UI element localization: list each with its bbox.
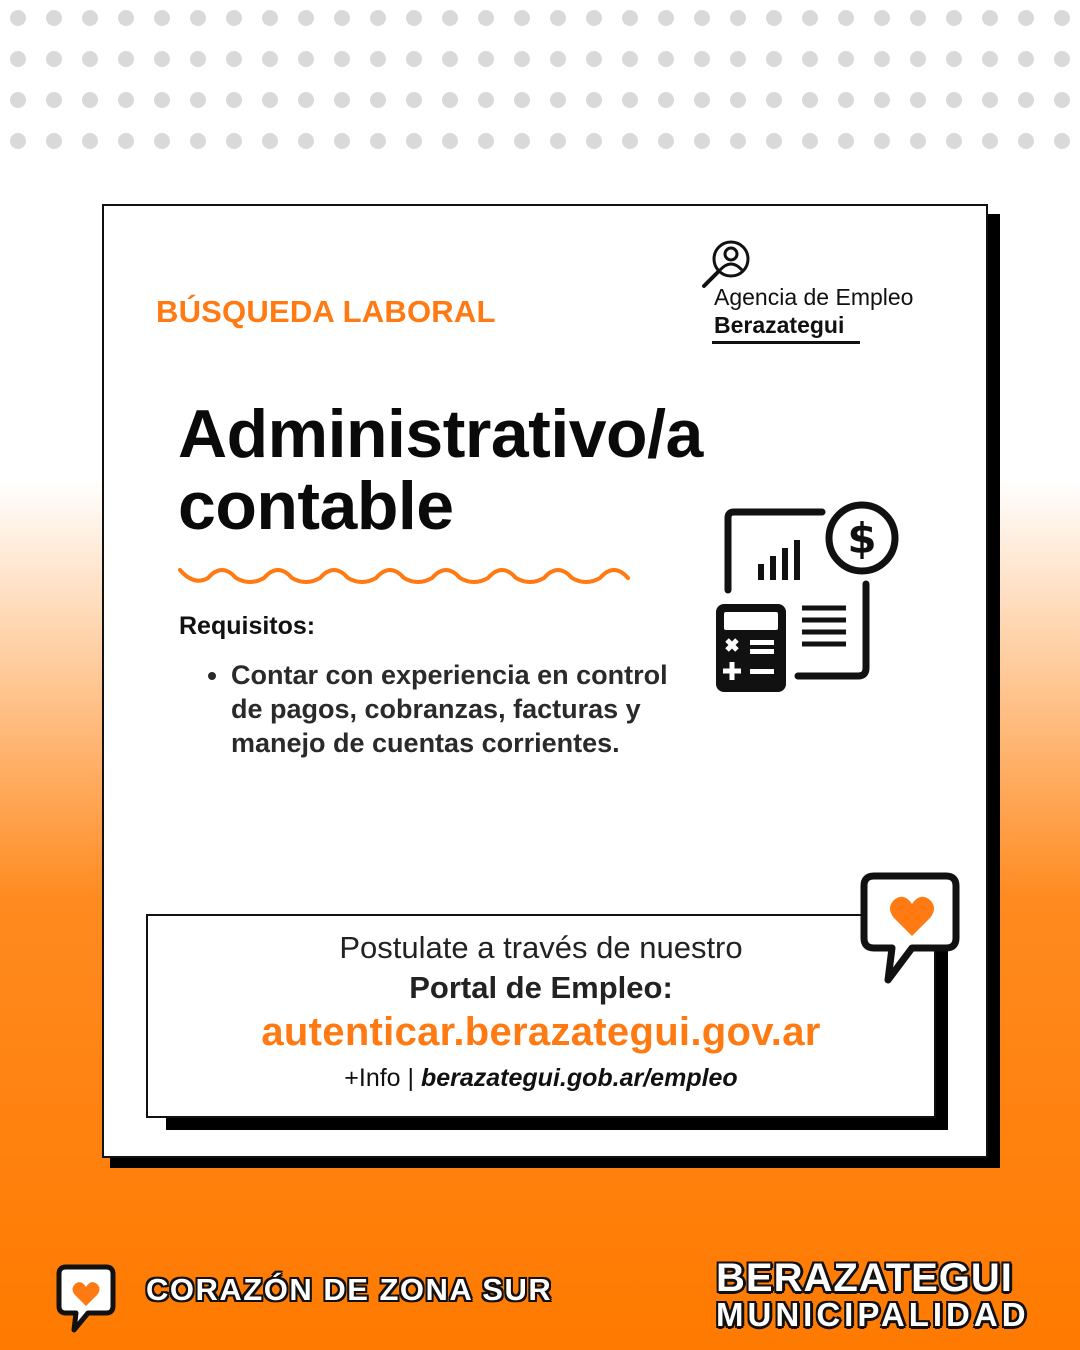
requirements-label: Requisitos: [179,612,316,640]
info-line [148,1064,934,1093]
job-title [178,398,703,542]
footer-heart-logo [56,1264,116,1334]
job-search-heading: BÚSQUEDA LABORAL [156,294,496,329]
info-prefix: +Info | [344,1064,421,1092]
job-title-line2: contable [178,468,454,544]
brand-name: BERAZATEGUI [716,1256,1013,1300]
info-link[interactable]: berazategui.gob.ar/empleo [420,1064,738,1092]
agency-name: Agencia de Empleo [714,284,914,310]
agency-underline [712,341,860,344]
accounting-calculator-icon [710,498,910,698]
svg-text:$: $ [847,514,877,563]
wave-divider [178,560,630,590]
list-item: • Contar con experiencia en control de pagos, cobranzas, facturas y manejo de cuentas corrientes. [231,658,701,760]
apply-text: Postulate a través de nuestro [339,930,743,965]
apply-panel [146,914,936,1118]
agency-city: Berazategui [714,312,845,338]
brand-subtitle: MUNICIPALIDAD [716,1296,1030,1333]
user-search-icon [700,238,760,290]
portal-link[interactable]: autenticar.berazategui.gov.ar [261,1010,821,1054]
job-title-line1: Administrativo/a [178,396,703,472]
dot-pattern [0,0,1080,160]
heart-speech-bubble-icon [860,872,960,988]
slogan: CORAZÓN DE ZONA SUR [146,1272,553,1307]
agency-logo [700,238,950,348]
requirements-list [205,658,701,760]
portal-label: Portal de Empleo: [409,970,673,1005]
